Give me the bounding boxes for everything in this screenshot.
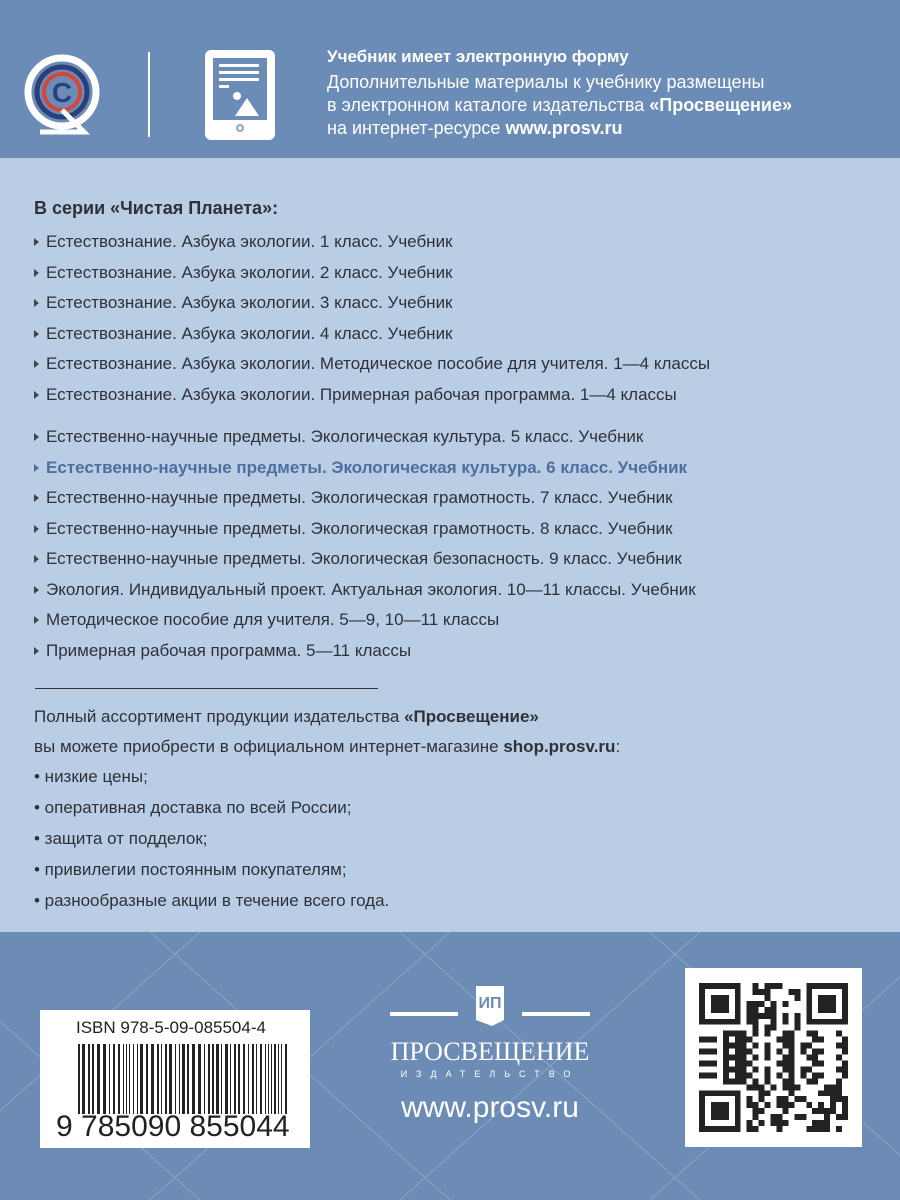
tablet-icon [205,50,275,140]
list-item: Естествознание. Азбука экологии. 3 класс. Учебник [34,288,710,319]
info-line: на интернет-ресурсе www.prosv.ru [327,118,623,138]
list-item: Экология. Индивидуальный проект. Актуальная экология. 10—11 классы. Учебник [34,575,696,606]
list-item: Естественно-научные предметы. Экологическая безопасность. 9 класс. Учебник [34,544,696,575]
list-item: Примерная рабочая программа. 5—11 классы [34,636,696,667]
benefit-item: • низкие цены; [34,767,148,786]
section-divider [35,688,378,689]
benefit-item: • оперативная доставка по всей России; [34,798,352,817]
publisher-name: ПРОСВЕЩЕНИЕ [390,1037,590,1066]
isbn-barcode [40,1010,310,1148]
publisher-emblem-icon [380,982,600,1026]
header-banner [0,0,900,158]
list-item: Естественно-научные предметы. Экологическая грамотность. 8 класс. Учебник [34,514,696,545]
list-item: Естествознание. Азбука экологии. 4 класс. Учебник [34,319,710,350]
benefit-item: • защита от подделок; [34,829,208,848]
series-title: В серии «Чистая Планета»: [34,198,279,218]
header-divider [148,52,150,137]
info-line: в электронном каталоге издательства «Просвещение» [327,95,793,115]
list-item: Методическое пособие для учителя. 5—9, 10—11 классы [34,605,696,636]
svg-text:C: C [51,77,73,108]
list-item: Естествознание. Азбука экологии. Методическое пособие для учителя. 1—4 классы [34,349,710,380]
list-item: Естественно-научные предметы. Экологическая культура. 5 класс. Учебник [34,422,696,453]
benefit-item: • разнообразные акции в течение всего года. [34,891,390,910]
shop-info: Полный ассортимент продукции издательства «Просвещение» вы можете приобрести в официальном интернет-магазине shop.prosv.ru: [34,707,621,756]
series-list-primary [34,227,710,410]
info-line: Дополнительные материалы к учебнику размещены [327,72,765,92]
benefit-item: • привилегии постоянным покупателям; [34,860,347,879]
publisher-url[interactable]: www.prosv.ru [401,1091,579,1124]
list-item: Естествознание. Азбука экологии. Примерная рабочая программа. 1—4 классы [34,380,710,411]
isbn-label: ISBN 978-5-09-085504-4 [76,1018,266,1037]
electronic-form-info [327,45,792,140]
website-link[interactable]: www.prosv.ru [505,118,623,138]
qr-code[interactable] [685,968,862,1147]
list-item-current-book: Естественно-научные предметы. Экологическая культура. 6 класс. Учебник [34,453,696,484]
footer-panel [0,932,900,1200]
list-item: Естественно-научные предметы. Экологическая грамотность. 7 класс. Учебник [34,483,696,514]
shop-benefits-list [34,762,389,917]
list-item: Естествознание. Азбука экологии. 2 класс. Учебник [34,258,710,289]
publisher-subtitle: ИЗДАТЕЛЬСТВО [400,1069,580,1079]
series-list-secondary [34,422,696,666]
list-item: Естествознание. Азбука экологии. 1 класс. Учебник [34,227,710,258]
barcode-number: 9 785090 855044 [56,1110,290,1143]
electronic-form-title: Учебник имеет электронную форму [327,47,629,66]
electronic-form-logo-icon [22,52,102,137]
barcode [78,1044,288,1114]
svg-text:ИП: ИП [478,995,502,1012]
shop-link[interactable]: shop.prosv.ru [503,737,616,756]
publisher-logo [380,982,600,1125]
